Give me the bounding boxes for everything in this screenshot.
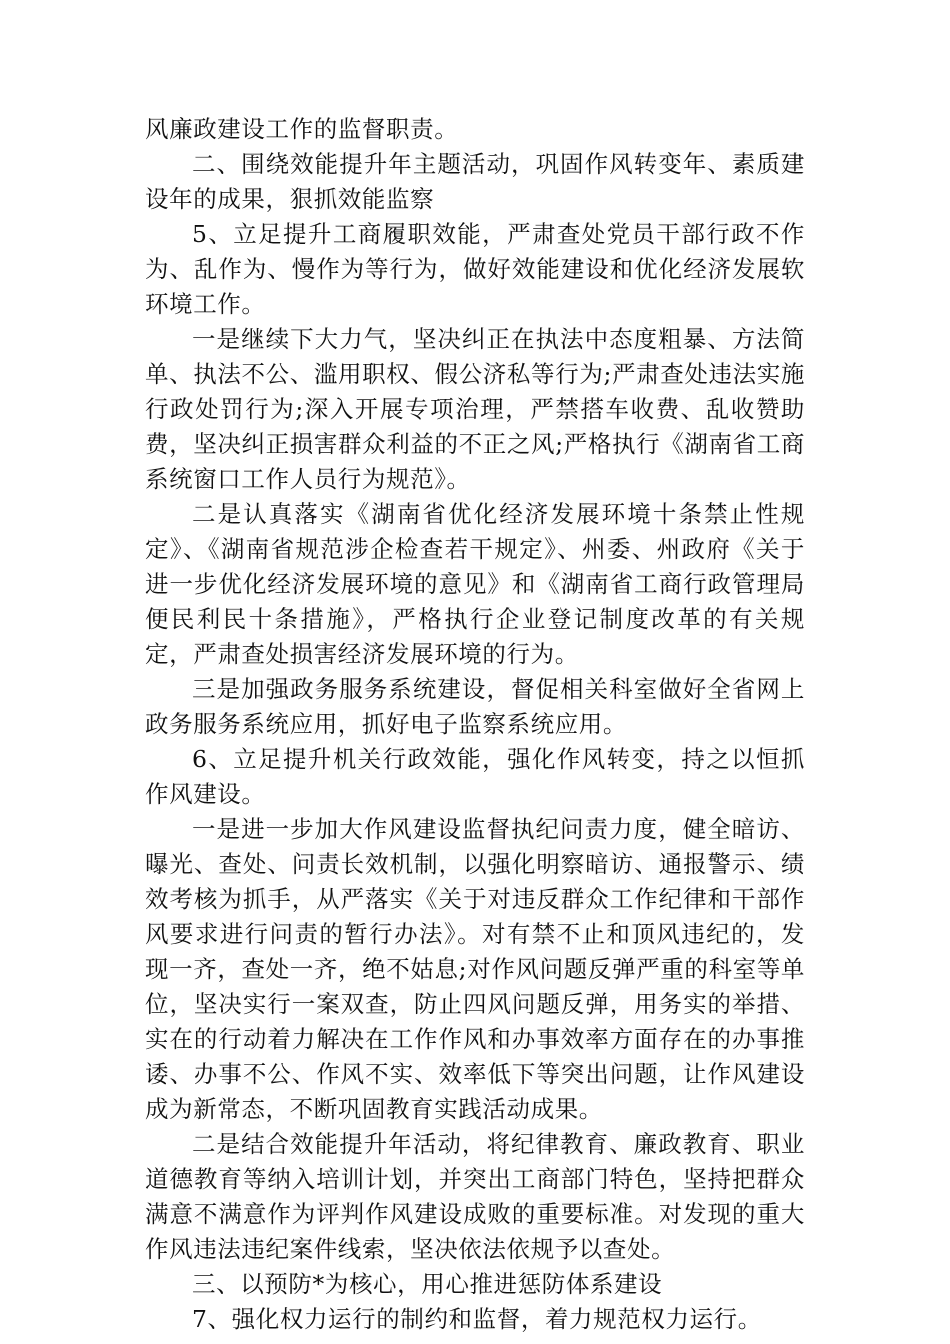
item-5-point-2: 二是认真落实《湖南省优化经济发展环境十条禁止性规定》、《湖南省规范涉企检查若干规定》、州委、州政府《关于进一步优化经济发展环境的意见》和《湖南省工商行政管理局便民利民十条措施》，严格执行企业登记制度改革的有关规定，严肃查处损害经济发展环境的行为。: [145, 500, 805, 668]
section-heading-3: 三、以预防*为核心，用心推进惩防体系建设: [192, 1270, 663, 1298]
item-7: 7、强化权力运行的制约和监督，着力规范权力运行。: [192, 1305, 762, 1333]
item-5-point-3: 三是加强政务服务系统建设，督促相关科室做好全省网上政务服务系统应用，抓好电子监察系统应用。: [145, 675, 805, 738]
item-5: 5、立足提升工商履职效能，严肃查处党员干部行政不作为、乱作为、慢作为等行为，做好效能建设和优化经济发展软环境工作。: [145, 220, 805, 318]
item-5-point-1: 一是继续下大力气，坚决纠正在执法中态度粗暴、方法简单、执法不公、滥用职权、假公济私等行为;严肃查处违法实施行政处罚行为;深入开展专项治理，严禁搭车收费、乱收赞助费，坚决纠正损害群众利益的不正之风;严格执行《湖南省工商系统窗口工作人员行为规范》。: [145, 325, 805, 493]
item-6-point-2: 二是结合效能提升年活动，将纪律教育、廉政教育、职业道德教育等纳入培训计划，并突出工商部门特色，坚持把群众满意不满意作为评判作风建设成败的重要标准。对发现的重大作风违法违纪案件线索，坚决依法依规予以查处。: [145, 1130, 805, 1263]
document-page: [145, 112, 805, 1337]
item-6-point-1: 一是进一步加大作风建设监督执纪问责力度，健全暗访、曝光、查处、问责长效机制，以强化明察暗访、通报警示、绩效考核为抓手，从严落实《关于对违反群众工作纪律和干部作风要求进行问责的暂行办法》。对有禁不止和顶风违纪的，发现一齐，查处一齐，绝不姑息;对作风问题反弹严重的科室等单位，坚决实行一案双查，防止四风问题反弹，用务实的举措、实在的行动着力解决在工作作风和办事效率方面存在的办事推诿、办事不公、作风不实、效率低下等突出问题，让作风建设成为新常态，不断巩固教育实践活动成果。: [145, 815, 805, 1123]
paragraph-continuation: 风廉政建设工作的监督职责。: [145, 115, 459, 143]
item-6: 6、立足提升机关行政效能，强化作风转变，持之以恒抓作风建设。: [145, 745, 805, 808]
section-heading-2: 二、围绕效能提升年主题活动，巩固作风转变年、素质建设年的成果，狠抓效能监察: [145, 150, 805, 213]
